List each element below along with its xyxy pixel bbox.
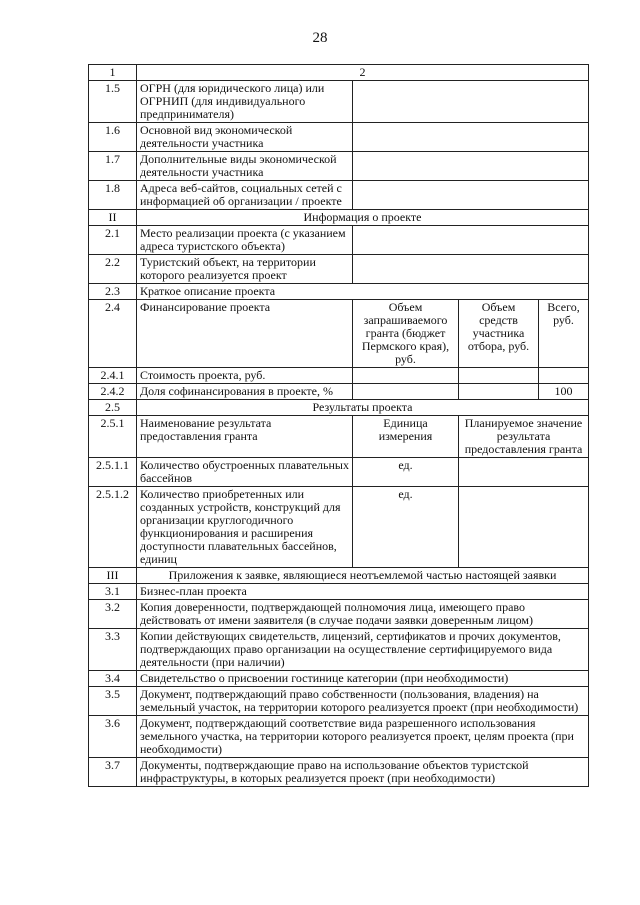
attachment-row: [89, 671, 589, 687]
row-number: 1.8: [89, 181, 137, 210]
row-number: 2.4.2: [89, 384, 137, 400]
value-cell[interactable]: [353, 226, 589, 255]
section-number: II: [89, 210, 137, 226]
table-row: [89, 255, 589, 284]
row-number: 2.4.1: [89, 368, 137, 384]
unit-cell: ед.: [353, 458, 459, 487]
row-number: 2.5.1: [89, 416, 137, 458]
row-label: Доля софинансирования в проекте, %: [137, 384, 353, 400]
row-label: Основной вид экономической деятельности участника: [137, 123, 353, 152]
attachment-label: Копии действующих свидетельств, лицензий, сертификатов и прочих документов, подтверждающих право организации на осуществление сертифицируемого вида деятельности (при наличии): [137, 629, 589, 671]
row-number: 2.1: [89, 226, 137, 255]
table-row: [89, 458, 589, 487]
row-number: 1.5: [89, 81, 137, 123]
row-number: 2.2: [89, 255, 137, 284]
row-label: Краткое описание проекта: [137, 284, 589, 300]
row-label: Финансирование проекта: [137, 300, 353, 368]
value-cell[interactable]: [353, 123, 589, 152]
row-number: 3.6: [89, 716, 137, 758]
row-number: 1.7: [89, 152, 137, 181]
grant-share-cell[interactable]: [353, 384, 459, 400]
attachment-label: Свидетельство о присвоении гостинице категории (при необходимости): [137, 671, 589, 687]
value-cell[interactable]: [353, 255, 589, 284]
grant-amount-cell[interactable]: [353, 368, 459, 384]
section-title: Приложения к заявке, являющиеся неотъемлемой частью настоящей заявки: [137, 568, 589, 584]
row-number: 2.4: [89, 300, 137, 368]
page-number: 28: [312, 30, 328, 46]
subsection-heading-row: [89, 400, 589, 416]
table-row: [89, 284, 589, 300]
row-label: Стоимость проекта, руб.: [137, 368, 353, 384]
row-number: 2.3: [89, 284, 137, 300]
table-row: [89, 123, 589, 152]
planned-value-cell[interactable]: [459, 487, 589, 568]
table-header-row: [89, 65, 589, 81]
table-row: [89, 226, 589, 255]
section-heading-row: [89, 568, 589, 584]
unit-header: Единица измерения: [353, 416, 459, 458]
attachment-label: Документ, подтверждающий право собственности (пользования, владения) на земельный участок, на территории которого реализуется проект (при необходимости): [137, 687, 589, 716]
row-label: Туристский объект, на территории которого реализуется проект: [137, 255, 353, 284]
header-col-2: 2: [137, 65, 589, 81]
total-share-value: 100: [539, 384, 589, 400]
attachment-row: [89, 600, 589, 629]
table-row: [89, 384, 589, 400]
own-funds-header: Объем средств участника отбора, руб.: [459, 300, 539, 368]
total-cell[interactable]: [539, 368, 589, 384]
own-share-cell[interactable]: [459, 384, 539, 400]
row-number: 3.1: [89, 584, 137, 600]
table-row: [89, 81, 589, 123]
planned-value-cell[interactable]: [459, 458, 589, 487]
table-row: [89, 368, 589, 384]
row-number: 3.5: [89, 687, 137, 716]
row-label: Наименование результата предоставления гранта: [137, 416, 353, 458]
table-row: [89, 416, 589, 458]
section-heading-row: [89, 210, 589, 226]
row-number: 3.7: [89, 758, 137, 787]
attachment-label: Копия доверенности, подтверждающей полномочия лица, имеющего право действовать от имени заявителя (в случае подачи заявки доверенным лицом): [137, 600, 589, 629]
table-row: [89, 487, 589, 568]
application-form-table: [88, 64, 589, 787]
attachment-label: Документы, подтверждающие право на использование объектов туристской инфраструктуры, в которых реализуется проект (при необходимости): [137, 758, 589, 787]
value-cell[interactable]: [353, 181, 589, 210]
row-number: 3.3: [89, 629, 137, 671]
row-number: 3.4: [89, 671, 137, 687]
row-label: Дополнительные виды экономической деятельности участника: [137, 152, 353, 181]
own-funds-cell[interactable]: [459, 368, 539, 384]
attachment-row: [89, 687, 589, 716]
grant-amount-header: Объем запрашиваемого гранта (бюджет Пермского края), руб.: [353, 300, 459, 368]
table-row: [89, 300, 589, 368]
attachment-row: [89, 584, 589, 600]
row-label: Место реализации проекта (с указанием адреса туристского объекта): [137, 226, 353, 255]
total-header: Всего, руб.: [539, 300, 589, 368]
section-title: Информация о проекте: [137, 210, 589, 226]
section-number: III: [89, 568, 137, 584]
row-label: ОГРН (для юридического лица) или ОГРНИП (для индивидуального предпринимателя): [137, 81, 353, 123]
row-number: 2.5.1.2: [89, 487, 137, 568]
row-label: Количество обустроенных плавательных бассейнов: [137, 458, 353, 487]
row-label: Адреса веб-сайтов, социальных сетей с информацией об организации / проекте: [137, 181, 353, 210]
attachment-row: [89, 758, 589, 787]
header-col-1: 1: [89, 65, 137, 81]
value-cell[interactable]: [353, 81, 589, 123]
attachment-row: [89, 716, 589, 758]
row-number: 1.6: [89, 123, 137, 152]
attachment-label: Документ, подтверждающий соответствие вида разрешенного использования земельного участка, на территории которого реализуется проект, целям проекта (при необходимости): [137, 716, 589, 758]
subsection-title: Результаты проекта: [137, 400, 589, 416]
table-row: [89, 181, 589, 210]
value-cell[interactable]: [353, 152, 589, 181]
attachment-row: [89, 629, 589, 671]
unit-cell: ед.: [353, 487, 459, 568]
attachment-label: Бизнес-план проекта: [137, 584, 589, 600]
row-number: 3.2: [89, 600, 137, 629]
planned-value-header: Планируемое значение результата предоставления гранта: [459, 416, 589, 458]
row-label: Количество приобретенных или созданных устройств, конструкций для организации круглогодичного функционирования и расширения доступности плавательных бассейнов, единиц: [137, 487, 353, 568]
row-number: 2.5.1.1: [89, 458, 137, 487]
row-number: 2.5: [89, 400, 137, 416]
table-row: [89, 152, 589, 181]
